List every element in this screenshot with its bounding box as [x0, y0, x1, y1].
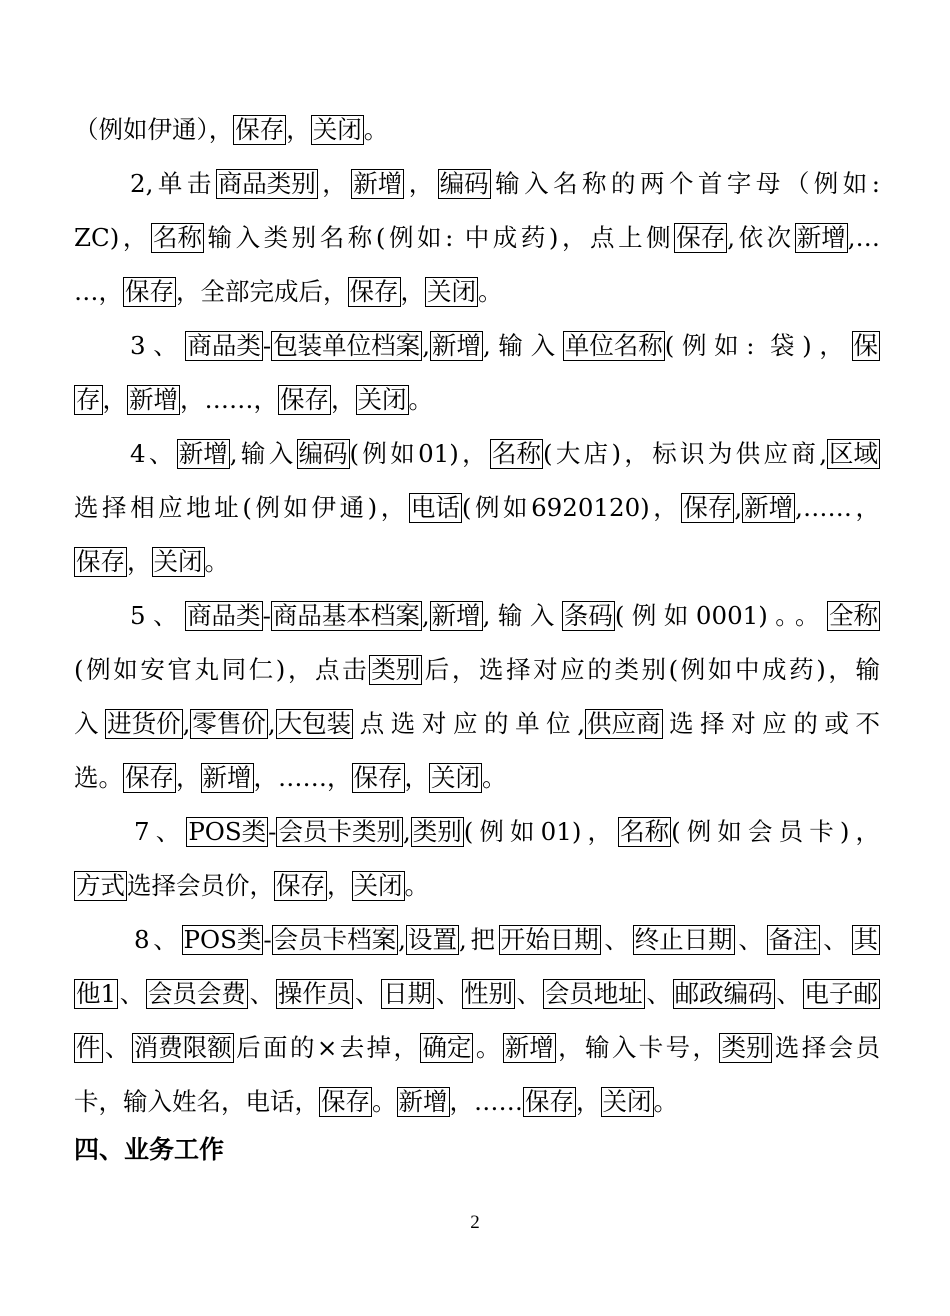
ui-term-box: 新增: [504, 1033, 554, 1062]
text-run: ,: [422, 331, 430, 360]
ui-term-box: 备注: [768, 925, 818, 954]
ui-term-box: 大包装: [277, 709, 352, 738]
text-run: ，: [327, 871, 352, 900]
text-run: 、: [118, 979, 146, 1008]
ui-term-box: 商品类: [187, 601, 261, 630]
ui-term-box: 保存: [125, 277, 174, 306]
text-line: [74, 974, 880, 1014]
text-run: ,: [398, 925, 406, 954]
text-run: 选择会员: [772, 1033, 881, 1062]
text-run: ,: [734, 493, 743, 522]
text-run: 选。: [74, 763, 123, 792]
ui-term-box: 区域: [829, 439, 878, 468]
text-run: ,: [402, 817, 411, 846]
ui-term-box: 关闭: [427, 277, 476, 306]
text-run: -: [263, 925, 272, 954]
text-run: ,输入: [229, 439, 297, 468]
ui-term-box: 终止日期: [634, 925, 733, 954]
ui-term-box: 电话: [410, 493, 460, 522]
text-run: 2,单击: [130, 169, 216, 198]
ui-term-box: 编码: [439, 169, 489, 198]
text-run: ，: [576, 1087, 601, 1116]
ui-term-box: 新增: [178, 439, 228, 468]
text-run: ，: [176, 763, 201, 792]
text-run: ,依次: [727, 223, 795, 252]
text-line: [74, 1082, 880, 1122]
ui-term-box: 方式: [76, 871, 125, 900]
ui-term-box: 保存: [321, 1087, 370, 1116]
ui-term-box: 保存: [353, 763, 403, 792]
ui-term-box: 零售价: [192, 709, 266, 738]
ui-term-box: 新增: [129, 385, 178, 414]
ui-term-box: 会员会费: [147, 979, 246, 1008]
ui-term-box: 其: [853, 925, 879, 954]
ui-term-box: 新增: [398, 1087, 448, 1116]
text-line: [134, 812, 880, 852]
section-heading: 四、业务工作: [74, 1135, 225, 1164]
ui-term-box: 类别: [721, 1033, 771, 1062]
ui-term-box: 会员地址: [544, 979, 643, 1008]
text-run: 3、: [130, 331, 186, 360]
text-line: [74, 488, 880, 528]
ui-term-box: 保存: [235, 115, 285, 144]
text-line: [130, 164, 880, 204]
text-run: ，……，: [253, 763, 352, 792]
text-run: ，: [331, 385, 356, 414]
ui-term-box: 保存: [683, 493, 733, 522]
text-run: 。: [482, 763, 507, 792]
text-line: [74, 650, 880, 690]
text-run: 选择会员价，: [127, 871, 274, 900]
text-run: ，……: [449, 1087, 523, 1116]
text-run: ，: [404, 763, 429, 792]
page-number: 2: [470, 1212, 480, 1233]
ui-term-box: 进货价: [107, 709, 181, 738]
ui-term-box: 新增: [796, 223, 846, 252]
text-run: 、: [353, 979, 382, 1008]
text-run: (例如01)，: [349, 439, 490, 468]
ui-term-box: 关闭: [602, 1087, 652, 1116]
text-run: -: [268, 817, 277, 846]
text-run: 后，选择对应的类别(例如中成药)，输: [422, 655, 880, 684]
text-run: ZC)，: [74, 223, 151, 252]
text-run: ,把: [458, 925, 499, 954]
text-run: ,: [267, 709, 276, 738]
text-run: 。: [653, 1087, 678, 1116]
text-run: …，: [74, 277, 123, 306]
ui-term-box: 名称: [620, 817, 670, 846]
text-run: 。: [372, 1087, 397, 1116]
ui-term-box: 设置: [407, 925, 457, 954]
text-run: 后面的×去掉，: [233, 1033, 421, 1062]
text-run: ,输入: [482, 601, 562, 630]
ui-term-box: 条码: [563, 601, 613, 630]
ui-term-box: 关闭: [431, 763, 480, 792]
ui-term-box: 件: [76, 1033, 101, 1062]
ui-term-box: 存: [76, 385, 101, 414]
text-run: (例如6920120)，: [461, 493, 682, 522]
text-run: ，……，: [180, 385, 278, 414]
text-run: -: [262, 601, 271, 630]
text-run: ，: [286, 115, 311, 144]
ui-term-box: 编码: [298, 439, 348, 468]
ui-term-box: 保存: [76, 547, 125, 576]
text-run: 、: [644, 979, 673, 1008]
ui-term-box: 关闭: [153, 547, 203, 576]
ui-term-box: 关闭: [357, 385, 407, 414]
text-line: [134, 920, 880, 960]
text-run: ，: [400, 277, 425, 306]
text-run: 4、: [130, 439, 177, 468]
ui-term-box: 商品基本档案: [272, 601, 420, 630]
text-line: [74, 704, 880, 744]
ui-term-box: 关闭: [353, 871, 403, 900]
text-run: (大店)，标识为供应商,: [542, 439, 827, 468]
text-run: 8、: [134, 925, 182, 954]
text-run: ,输入: [482, 331, 563, 360]
text-run: 选择相应地址(例如伊通)，: [74, 493, 409, 522]
ui-term-box: 会员卡档案: [273, 925, 397, 954]
text-line: [130, 326, 880, 366]
text-run: 卡，输入姓名，电话，: [74, 1087, 319, 1116]
ui-term-box: POS类: [188, 817, 267, 846]
ui-term-box: 他1: [76, 979, 117, 1008]
text-run: 。: [404, 871, 429, 900]
text-line: [74, 1028, 880, 1068]
ui-term-box: 关闭: [312, 115, 362, 144]
text-run: -: [262, 331, 272, 360]
text-line: [130, 596, 880, 636]
text-run: ,……，: [795, 493, 880, 522]
text-run: 。: [478, 277, 503, 306]
ui-term-box: 确定: [422, 1033, 472, 1062]
text-line: [74, 218, 880, 258]
text-run: (例如: 袋)，: [664, 331, 852, 360]
text-run: 、: [600, 925, 633, 954]
text-run: 输入名称的两个首字母（例如:: [490, 169, 880, 198]
ui-term-box: 新增: [202, 763, 252, 792]
text-run: 、: [434, 979, 462, 1008]
text-line: [130, 434, 880, 474]
ui-term-box: 邮政编码: [674, 979, 773, 1008]
ui-term-box: 消费限额: [133, 1033, 232, 1062]
text-run: 。: [473, 1033, 503, 1062]
text-run: (例如0001)。。: [614, 601, 828, 630]
text-run: 、: [774, 979, 803, 1008]
text-run: ,: [182, 709, 191, 738]
ui-term-box: 包装单位档案: [273, 331, 421, 360]
text-run: (例如安官丸同仁)，点击: [74, 655, 370, 684]
ui-term-box: 商品类: [187, 331, 261, 360]
text-run: ,…: [847, 223, 880, 252]
ui-term-box: 性别: [463, 979, 513, 1008]
text-run: ,: [421, 601, 430, 630]
ui-term-box: POS类: [183, 925, 262, 954]
ui-term-box: 新增: [431, 331, 481, 360]
text-run: 。: [204, 547, 229, 576]
text-line: [74, 110, 880, 150]
ui-term-box: 类别: [412, 817, 462, 846]
text-run: 选择对应的或不: [662, 709, 881, 738]
ui-term-box: 保存: [280, 385, 329, 414]
text-run: ，: [317, 169, 352, 198]
text-line: [74, 542, 880, 582]
text-run: ，: [127, 547, 152, 576]
ui-term-box: 操作员: [277, 979, 352, 1008]
ui-term-box: 单位名称: [564, 331, 663, 360]
text-run: 7、: [134, 817, 187, 846]
ui-term-box: 名称: [491, 439, 541, 468]
text-run: 。: [408, 385, 433, 414]
ui-term-box: 会员卡类别: [278, 817, 401, 846]
text-run: 、: [247, 979, 276, 1008]
ui-term-box: 名称: [152, 223, 202, 252]
text-run: 点选对应的单位,: [353, 709, 586, 738]
ui-term-box: 新增: [744, 493, 794, 522]
text-run: （例如伊通），: [74, 115, 234, 144]
ui-term-box: 保存: [276, 871, 325, 900]
text-run: 。: [363, 115, 389, 144]
ui-term-box: 开始日期: [500, 925, 599, 954]
ui-term-box: 新增: [431, 601, 481, 630]
ui-term-box: 日期: [383, 979, 433, 1008]
text-run: 、: [819, 925, 852, 954]
text-line: [74, 272, 880, 312]
text-run: ，输入卡号，: [555, 1033, 720, 1062]
ui-term-box: 保存: [125, 763, 174, 792]
text-run: 输入类别名称(例如: 中成药)，点上侧: [203, 223, 675, 252]
text-line: [74, 758, 880, 798]
ui-term-box: 全称: [829, 601, 879, 630]
ui-term-box: 电子邮: [804, 979, 878, 1008]
text-line: [74, 380, 880, 420]
ui-term-box: 类别: [371, 655, 421, 684]
text-line: [74, 866, 880, 906]
ui-term-box: 保存: [525, 1087, 574, 1116]
ui-term-box: 供应商: [587, 709, 661, 738]
text-run: ，全部完成后，: [176, 277, 348, 306]
text-run: 、: [734, 925, 767, 954]
ui-term-box: 保存: [349, 277, 399, 306]
ui-term-box: 新增: [353, 169, 403, 198]
text-run: 5、: [130, 601, 186, 630]
text-run: ，: [404, 169, 438, 198]
ui-term-box: 商品类别: [217, 169, 316, 198]
ui-term-box: 保存: [676, 223, 726, 252]
text-run: (例如会员卡)，: [671, 817, 880, 846]
text-run: (例如01)，: [463, 817, 619, 846]
text-run: ，: [102, 385, 127, 414]
text-run: 、: [514, 979, 543, 1008]
ui-term-box: 保: [853, 331, 878, 360]
text-run: 入: [74, 709, 106, 738]
text-run: 、: [102, 1033, 132, 1062]
